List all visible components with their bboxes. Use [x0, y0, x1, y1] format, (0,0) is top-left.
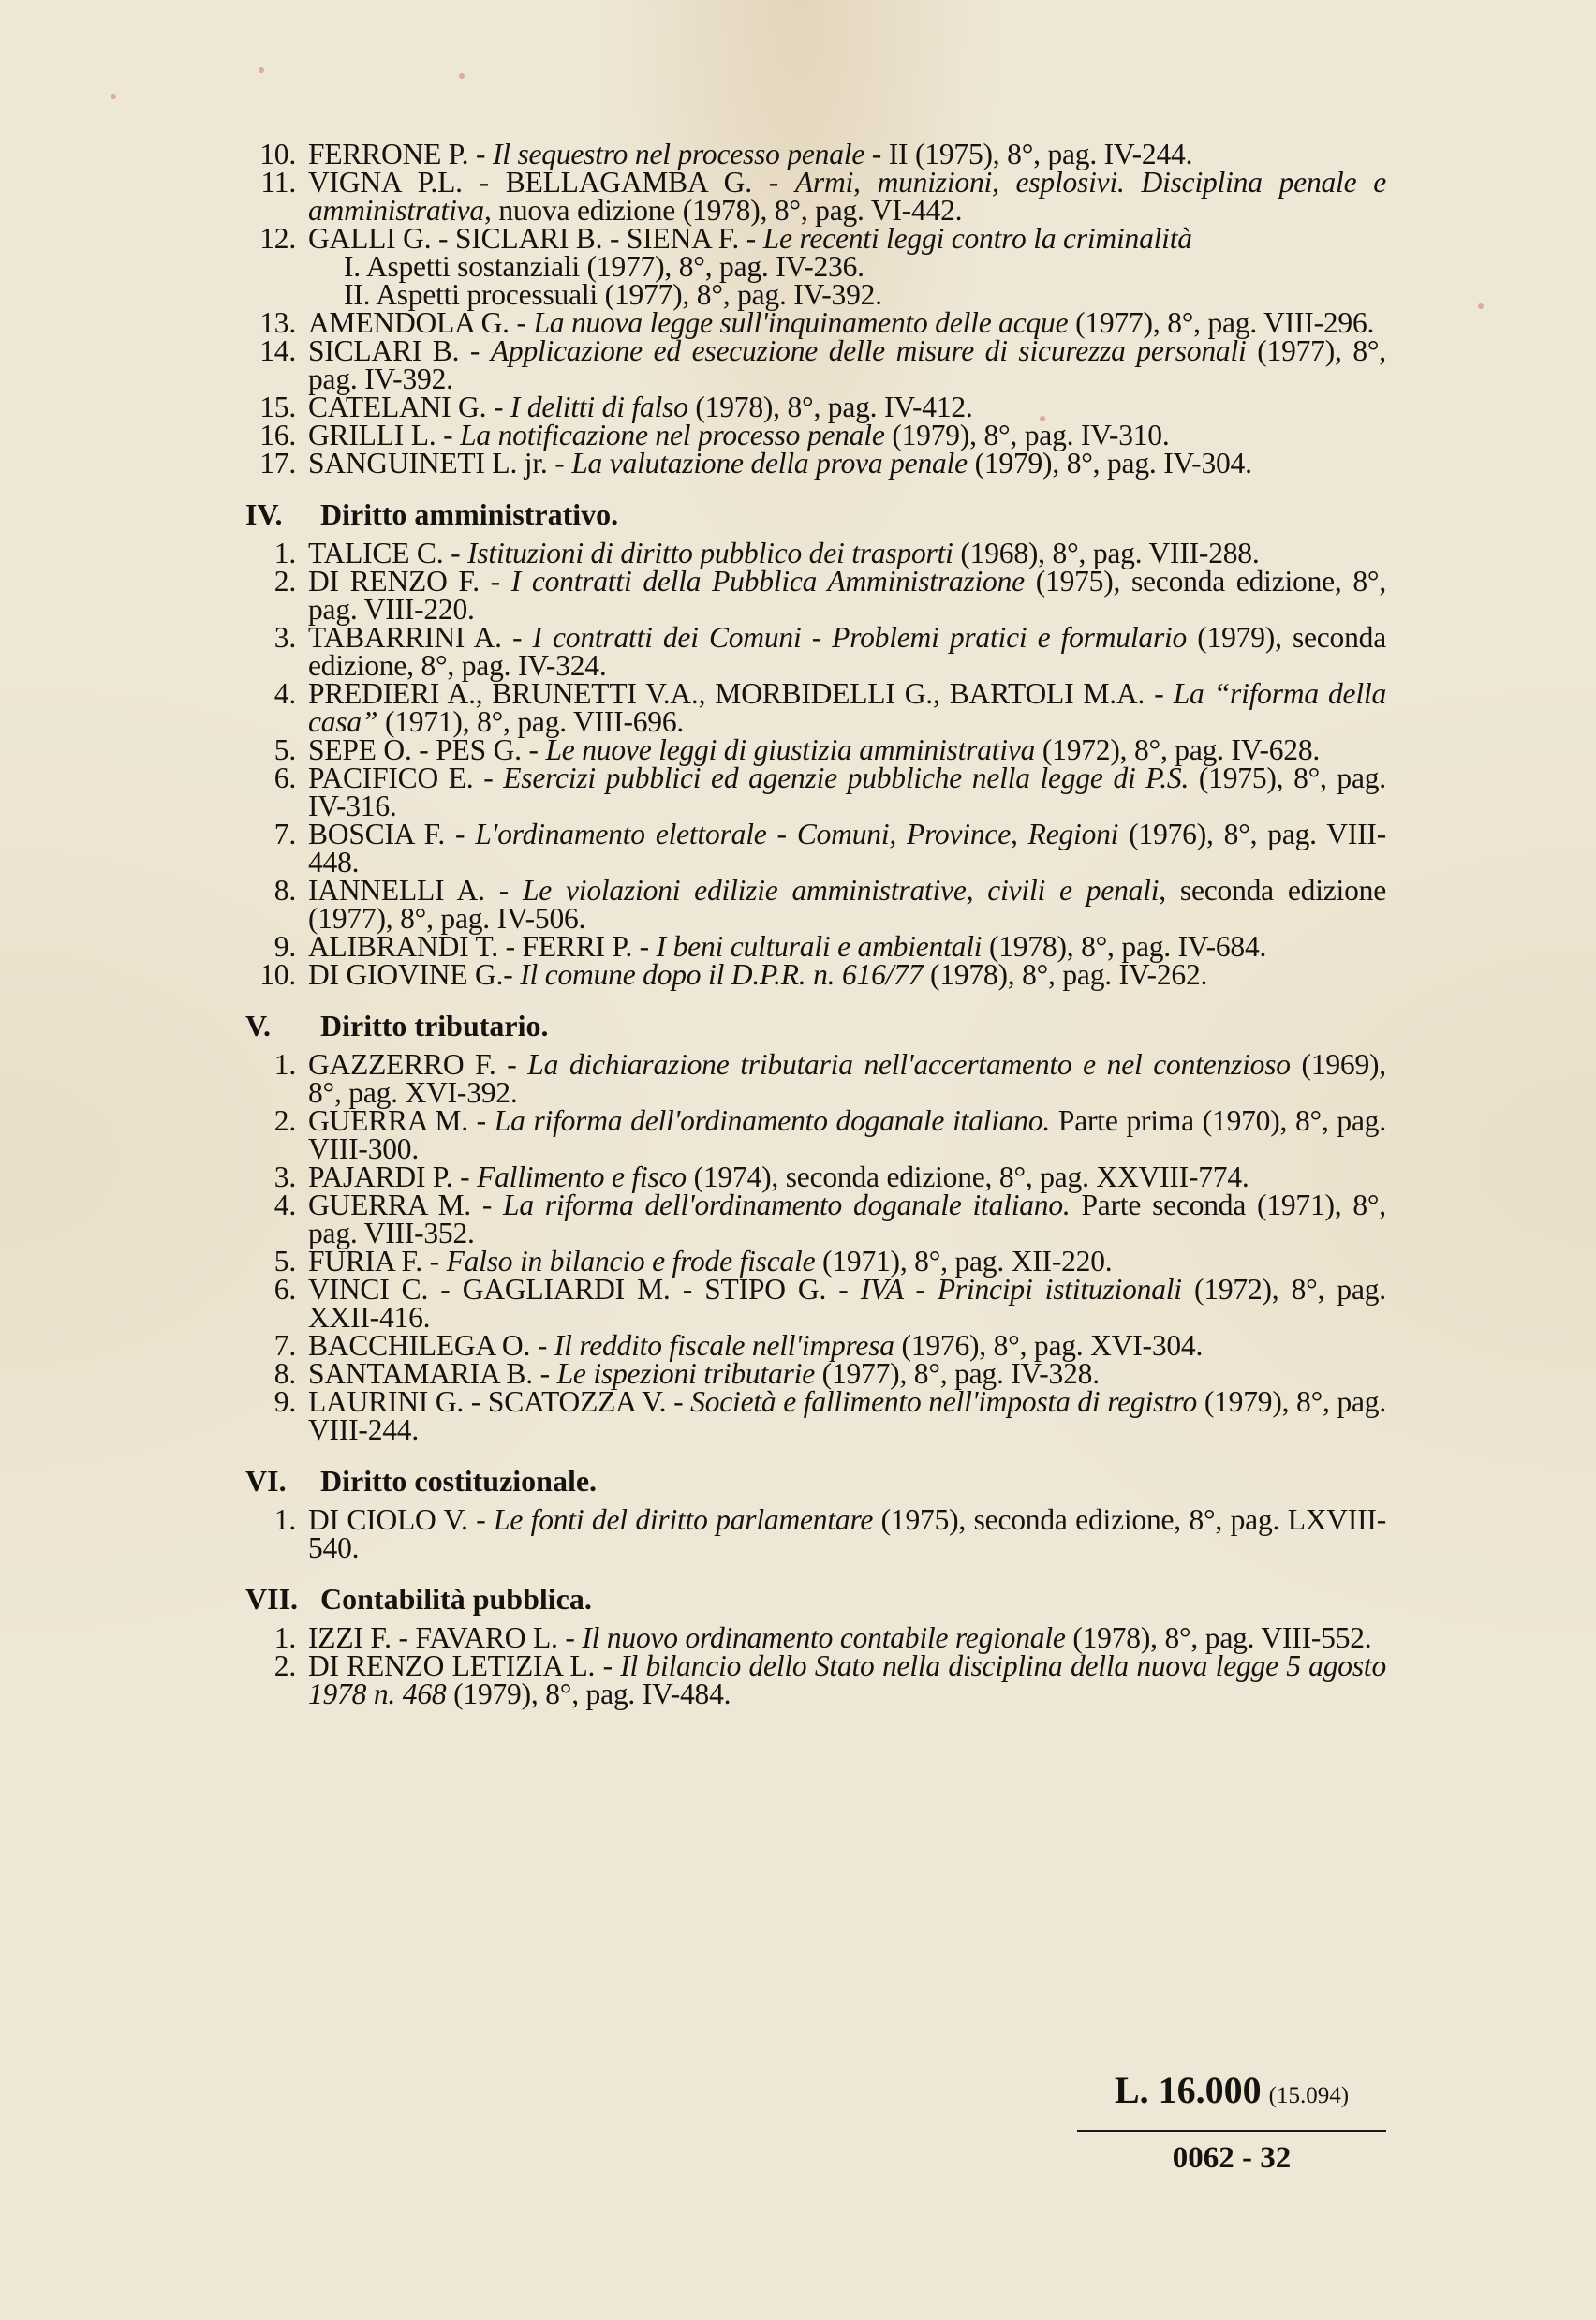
catalog-entry: [245, 306, 1386, 339]
entry-number: 1.: [273, 537, 296, 569]
entry-subvolume: I. Aspetti sostanziali (1977), 8°, pag. IV-236.: [344, 250, 864, 283]
entry-text: [308, 447, 1386, 480]
catalog-page: [245, 140, 1386, 1708]
entry-detail: (1974), seconda edizione, 8°, pag. XXVIII-774.: [686, 1160, 1249, 1193]
catalog-entry: [245, 874, 1386, 935]
entry-title: La dichiarazione tributaria nell'accertamento e nel contenzioso: [527, 1048, 1291, 1081]
entry-title: Applicazione ed esecuzione delle misure di sicurezza personali: [490, 334, 1247, 367]
entry-detail: CATELANI G. -: [308, 391, 510, 423]
entry-title: Le recenti leggi contro la criminalità: [762, 222, 1192, 255]
entry-number: 6.: [273, 761, 296, 794]
entry-detail: GRILLI L. -: [308, 419, 461, 451]
catalog-entry: [245, 1160, 1386, 1193]
entry-detail: (1975), seconda edizione, 8°, pag. VIII-220.: [308, 565, 1386, 626]
entry-detail: (1968), 8°, pag. VIII-288.: [953, 537, 1260, 569]
entry-detail: SICLARI B. -: [308, 334, 491, 367]
entry-text: [308, 677, 1386, 738]
entry-detail: SEPE O. - PES G. -: [308, 733, 546, 766]
price-divider: [1077, 2130, 1386, 2132]
entry-text: [308, 166, 1386, 227]
entry-text: [308, 874, 1386, 935]
entry-number: 4.: [273, 677, 296, 710]
catalog-entry: [245, 1245, 1386, 1278]
entry-detail: Parte seconda (1971), 8°, pag. VIII-352.: [308, 1189, 1386, 1249]
entry-detail: (1971), 8°, pag. VIII-696.: [377, 705, 685, 738]
entry-detail: DI RENZO F. -: [308, 565, 511, 598]
catalog-entry: [245, 222, 1386, 311]
catalog-section: [245, 1465, 1386, 1562]
entry-number: 8.: [273, 1357, 296, 1390]
catalog-section: [245, 1010, 1386, 1444]
entry-detail: DI CIOLO V. -: [308, 1503, 495, 1536]
section-heading: [245, 1465, 1386, 1497]
entry-detail: (1977), 8°, pag. VIII-296.: [1068, 306, 1375, 339]
section-title: Diritto tributario.: [320, 1009, 549, 1042]
entry-number: 9.: [273, 1385, 296, 1418]
catalog-entry: [245, 1191, 1386, 1248]
entry-detail: DI GIOVINE G.-: [308, 958, 521, 991]
entry-text: [308, 1621, 1386, 1654]
catalog-entry: [245, 930, 1386, 963]
entry-detail: (1975), seconda edizione, 8°, pag. LXVIII-540.: [308, 1503, 1386, 1564]
section-number: V.: [245, 1009, 271, 1042]
paper-speck: [111, 94, 116, 99]
entry-text: [308, 1385, 1387, 1446]
entry-detail: (1979), 8°, pag. IV-484.: [446, 1677, 732, 1710]
entry-text: [308, 539, 1386, 568]
entry-detail: AMENDOLA G. -: [308, 306, 534, 339]
paper-speck: [1040, 416, 1045, 421]
entry-detail: DI RENZO LETIZIA L. -: [308, 1649, 621, 1682]
entry-detail: - II (1975), 8°, pag. IV-244.: [864, 138, 1193, 170]
entry-detail: LAURINI G. - SCATOZZA V. -: [308, 1385, 691, 1418]
section-title: Diritto amministrativo.: [320, 497, 619, 531]
catalog-entry: [245, 733, 1386, 766]
entry-title: Esercizi pubblici ed agenzie pubbliche nella legge di P.S.: [503, 761, 1190, 794]
entry-detail: SANGUINETI L. jr. -: [308, 447, 572, 480]
entry-title: Istituzioni di diritto pubblico dei trasporti: [467, 537, 953, 569]
catalog-entry: [245, 447, 1386, 480]
entry-detail: , seconda edizione (1977), 8°, pag. IV-506.: [308, 874, 1386, 935]
entry-detail: (1978), 8°, pag. IV-412.: [687, 391, 973, 423]
catalog-entry: [245, 621, 1386, 682]
entry-number: 10.: [259, 138, 296, 170]
entry-detail: VINCI C. - GAGLIARDI M. - STIPO G. -: [308, 1273, 861, 1306]
entry-detail: FURIA F. -: [308, 1245, 447, 1278]
entry-detail: BACCHILEGA O. -: [308, 1329, 554, 1362]
catalog-entry: [245, 958, 1386, 991]
catalog-entry: [245, 761, 1386, 822]
entry-number: 7.: [273, 818, 296, 850]
catalog-entry: [245, 1048, 1386, 1109]
entry-number: 16.: [259, 419, 296, 451]
entry-detail: GAZZERRO F. -: [308, 1048, 528, 1081]
entry-number: 1.: [273, 1503, 296, 1536]
entry-title: Fallimento e fisco: [477, 1160, 687, 1193]
entry-title: I delitti di falso: [510, 391, 688, 423]
entry-title: La notificazione nel processo penale: [460, 419, 885, 451]
entry-text: [308, 1048, 1386, 1109]
entry-number: 1.: [273, 1621, 296, 1654]
entry-detail: TABARRINI A. -: [308, 621, 533, 654]
entry-text: [308, 820, 1386, 877]
entry-title: La valutazione della prova penale: [571, 447, 968, 480]
entry-title: La riforma dell'ordinamento doganale italiano.: [503, 1189, 1071, 1221]
entry-number: 15.: [259, 391, 296, 423]
entry-title: Il bilancio dello Stato nella disciplina della nuova legge 5 agosto 1978 n. 468: [308, 1649, 1386, 1710]
entry-detail: (1977), 8°, pag. IV-392.: [308, 334, 1386, 395]
catalog-entry: [245, 539, 1386, 568]
catalog-entry: [245, 1357, 1386, 1390]
section-number: VII.: [245, 1582, 299, 1616]
entry-number: 12.: [259, 222, 296, 255]
entry-title: Le nuove leggi di giustizia amministrativa: [545, 733, 1036, 766]
entry-detail: VIGNA P.L. - BELLAGAMBA G. -: [308, 166, 795, 199]
entry-detail: GUERRA M. -: [308, 1189, 503, 1221]
section-heading: [245, 1010, 1386, 1042]
entry-text: [308, 958, 1386, 991]
entry-number: 17.: [259, 447, 296, 480]
catalog-section: [245, 140, 1386, 478]
catalog-entry: [245, 1385, 1387, 1446]
entry-number: 2.: [273, 1104, 296, 1137]
entry-detail: (1971), 8°, pag. XII-220.: [815, 1245, 1113, 1278]
entry-text: [308, 621, 1386, 682]
entry-detail: GALLI G. - SICLARI B. - SIENA F. -: [308, 222, 763, 255]
entry-title: Il comune dopo il D.P.R. n. 616/77: [520, 958, 924, 991]
catalog-entry: [245, 565, 1386, 626]
entry-text: [308, 334, 1386, 395]
entry-title: I beni culturali e ambientali: [656, 930, 983, 963]
catalog-entry: [245, 166, 1386, 227]
entry-detail: (1978), 8°, pag. VIII-552.: [1065, 1621, 1372, 1654]
entry-number: 4.: [273, 1189, 296, 1221]
section-heading: [245, 498, 1386, 530]
entry-title: Le fonti del diritto parlamentare: [494, 1503, 874, 1536]
entry-title: Il sequestro nel processo penale: [492, 138, 865, 170]
entry-text: [308, 1191, 1386, 1248]
entry-text: [308, 1273, 1386, 1334]
entry-title: L'ordinamento elettorale - Comuni, Province, Regioni: [475, 818, 1119, 850]
entry-detail: (1976), 8°, pag. VIII-448.: [308, 818, 1386, 879]
catalog-entry: [245, 334, 1386, 395]
entry-number: 2.: [273, 565, 296, 598]
entry-number: 5.: [273, 733, 296, 766]
entry-detail: IANNELLI A. -: [308, 874, 523, 907]
section-number: VI.: [245, 1464, 287, 1498]
catalog-entry: [245, 1273, 1386, 1334]
paper-speck: [259, 67, 264, 73]
catalog-code: 0062 - 32: [1172, 2141, 1292, 2175]
entry-title: Le ispezioni tributarie: [556, 1357, 815, 1390]
entry-number: 3.: [273, 621, 296, 654]
entry-detail: (1972), 8°, pag. IV-628.: [1035, 733, 1321, 766]
entry-title: Armi, munizioni, esplosivi. Disciplina penale e amministrativa: [308, 166, 1386, 227]
entry-number: 13.: [259, 306, 296, 339]
entry-number: 6.: [273, 1273, 296, 1306]
entry-detail: FERRONE P. -: [308, 138, 493, 170]
entry-title: Il nuovo ordinamento contabile regionale: [582, 1621, 1066, 1654]
catalog-entry: [245, 1329, 1386, 1362]
entry-text: [308, 1160, 1386, 1193]
entry-number: 9.: [273, 930, 296, 963]
entry-number: 5.: [273, 1245, 296, 1278]
entry-text: [308, 421, 1386, 450]
entry-text: [308, 761, 1386, 822]
entry-subvolume: II. Aspetti processuali (1977), 8°, pag. IV-392.: [344, 278, 882, 311]
catalog-entry: [245, 820, 1386, 877]
entry-detail: GUERRA M. -: [308, 1104, 495, 1137]
catalog-entry: [245, 1649, 1386, 1710]
entry-text: [308, 733, 1386, 766]
catalog-section: [245, 498, 1386, 989]
entry-text: [308, 1329, 1386, 1362]
entry-detail: PREDIERI A., BRUNETTI V.A., MORBIDELLI G., BARTOLI M.A. -: [308, 677, 1174, 710]
catalog-entry: [245, 140, 1386, 169]
entry-text: [308, 565, 1386, 626]
price-main: L. 16.000: [1114, 2069, 1262, 2111]
entry-text: [308, 1503, 1386, 1564]
section-title: Contabilità pubblica.: [320, 1582, 592, 1616]
entry-detail: (1978), 8°, pag. IV-684.: [982, 930, 1267, 963]
paper-speck: [459, 73, 465, 79]
entry-number: 2.: [273, 1649, 296, 1682]
entry-text: [308, 393, 1386, 421]
entry-text: [308, 1649, 1386, 1710]
entry-number: 1.: [273, 1048, 296, 1081]
entry-detail: (1972), 8°, pag. XXII-416.: [308, 1273, 1386, 1334]
entry-text: [308, 930, 1386, 963]
entry-detail: (1979), 8°, pag. IV-304.: [967, 447, 1252, 480]
entry-title: Il reddito fiscale nell'impresa: [554, 1329, 894, 1362]
paper-speck: [1478, 303, 1484, 309]
catalog-entry: [245, 1104, 1386, 1165]
section-title: Diritto costituzionale.: [320, 1464, 598, 1498]
entry-detail: PACIFICO E. -: [308, 761, 504, 794]
entry-detail: , nuova edizione (1978), 8°, pag. VI-442.: [483, 194, 963, 227]
catalog-entry: [245, 421, 1386, 450]
entry-title: Falso in bilancio e frode fiscale: [446, 1245, 816, 1278]
catalog-entry: [245, 1503, 1386, 1564]
entry-detail: (1978), 8°, pag. IV-262.: [923, 958, 1208, 991]
entry-detail: (1975), 8°, pag. IV-316.: [308, 761, 1386, 822]
entry-number: 10.: [259, 958, 296, 991]
entry-detail: IZZI F. - FAVARO L. -: [308, 1621, 583, 1654]
entry-detail: SANTAMARIA B. -: [308, 1357, 557, 1390]
entry-text: [308, 1104, 1386, 1165]
entry-detail: TALICE C. -: [308, 537, 468, 569]
entry-text: [308, 1357, 1386, 1390]
entry-detail: Parte prima (1970), 8°, pag. VIII-300.: [308, 1104, 1386, 1165]
entry-title: Le violazioni edilizie amministrative, civili e penali: [522, 874, 1160, 907]
entry-detail: (1969), 8°, pag. XVI-392.: [308, 1048, 1386, 1109]
entry-number: 8.: [273, 874, 296, 907]
section-number: IV.: [245, 497, 283, 531]
entry-detail: PAJARDI P. -: [308, 1160, 478, 1193]
entry-title: I contratti dei Comuni - Problemi pratici e formulario: [532, 621, 1188, 654]
section-heading: [245, 1583, 1386, 1615]
price-secondary: (15.094): [1268, 2083, 1350, 2108]
entry-text: [308, 306, 1386, 339]
entry-text: [308, 1245, 1386, 1278]
catalog-entry: [245, 677, 1386, 738]
entry-number: 3.: [273, 1160, 296, 1193]
entry-title: La “riforma della casa”: [308, 677, 1386, 738]
catalog-entry: [245, 393, 1386, 421]
entry-title: I contratti della Pubblica Amministrazione: [510, 565, 1025, 598]
entry-detail: (1976), 8°, pag. XVI-304.: [894, 1329, 1204, 1362]
entry-detail: (1977), 8°, pag. IV-328.: [814, 1357, 1100, 1390]
catalog-section: [245, 1583, 1386, 1708]
entry-detail: (1979), seconda edizione, 8°, pag. IV-324.: [308, 621, 1386, 682]
entry-text: [308, 222, 1386, 311]
price-line: [1077, 2070, 1386, 2117]
entry-detail: ALIBRANDI T. - FERRI P. -: [308, 930, 657, 963]
price-block: [1077, 2070, 1386, 2175]
entry-title: Società e fallimento nell'imposta di registro: [690, 1385, 1198, 1418]
catalog-entry: [245, 1621, 1386, 1654]
entry-number: 14.: [259, 334, 296, 367]
entry-title: La riforma dell'ordinamento doganale italiano.: [494, 1104, 1051, 1137]
entry-text: [308, 140, 1386, 169]
entry-number: 7.: [273, 1329, 296, 1362]
entry-number: 11.: [260, 166, 296, 199]
entry-title: IVA - Principi istituzionali: [860, 1273, 1182, 1306]
entry-title: La nuova legge sull'inquinamento delle acque: [533, 306, 1069, 339]
entry-detail: (1979), 8°, pag. VIII-244.: [308, 1385, 1387, 1446]
entry-detail: BOSCIA F. -: [308, 818, 476, 850]
entry-detail: (1979), 8°, pag. IV-310.: [884, 419, 1170, 451]
